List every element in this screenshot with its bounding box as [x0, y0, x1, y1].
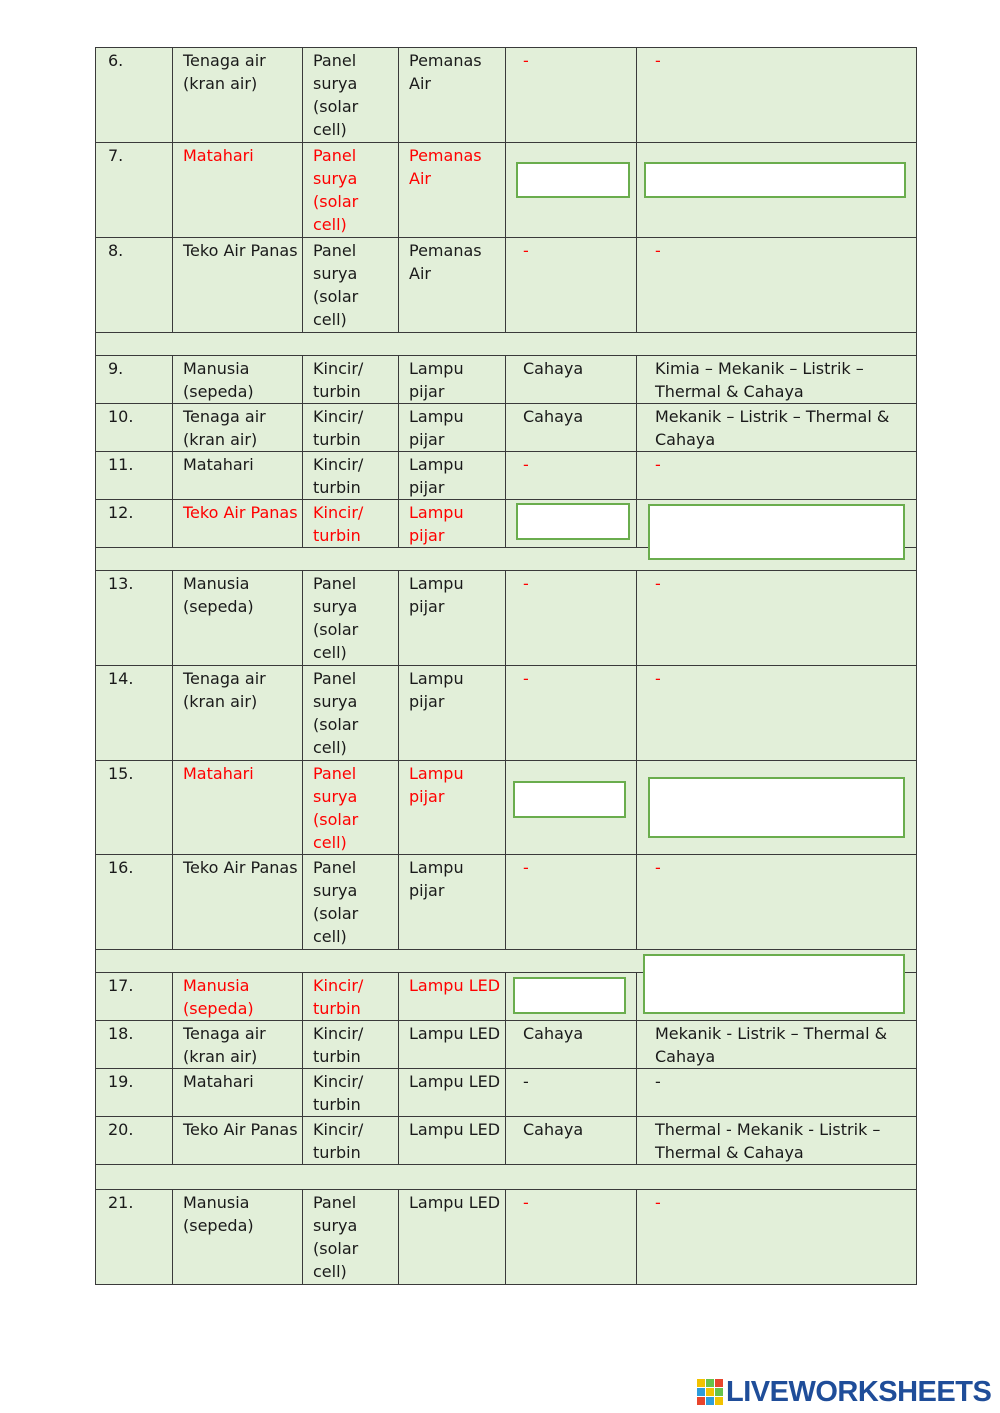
logo-text: LIVEWORKSHEETS [726, 1375, 992, 1408]
row-number: 19. [96, 1069, 173, 1117]
final-energy-cell: - [523, 858, 529, 877]
converter-cell: Panel surya (solar cell) [303, 1190, 399, 1285]
energy-chain-cell: Mekanik – Listrik – Thermal & Cahaya [637, 404, 917, 452]
output-device-cell: Lampu pijar [399, 666, 506, 761]
energy-source-cell: Tenaga air (kran air) [173, 1021, 303, 1069]
energy-chain-cell: - [655, 669, 661, 688]
row-number: 17. [96, 973, 173, 1021]
row-number: 15. [96, 761, 173, 855]
output-device-cell: Lampu LED [399, 1069, 506, 1117]
energy-source-cell: Matahari [173, 1069, 303, 1117]
converter-cell: Kincir/ turbin [303, 500, 399, 548]
spacer-row [96, 1165, 917, 1190]
converter-cell: Panel surya (solar cell) [303, 143, 399, 238]
worksheet-table [95, 47, 917, 1285]
converter-cell: Panel surya (solar cell) [303, 48, 399, 143]
energy-source-cell: Tenaga air (kran air) [173, 666, 303, 761]
answer-box-energy-15[interactable] [513, 781, 626, 818]
converter-cell: Panel surya (solar cell) [303, 238, 399, 333]
energy-source-cell: Matahari [173, 452, 303, 500]
row-number: 11. [96, 452, 173, 500]
output-device-cell: Lampu pijar [399, 452, 506, 500]
energy-source-cell: Teko Air Panas [173, 1117, 303, 1165]
energy-source-cell: Matahari [173, 761, 303, 855]
energy-source-cell: Teko Air Panas [173, 855, 303, 950]
output-device-cell: Lampu pijar [399, 855, 506, 950]
converter-cell: Kincir/ turbin [303, 973, 399, 1021]
converter-cell: Panel surya (solar cell) [303, 571, 399, 666]
output-device-cell: Lampu pijar [399, 404, 506, 452]
final-energy-cell: - [523, 669, 529, 688]
answer-box-chain-15[interactable] [648, 777, 905, 838]
answer-box-chain-7[interactable] [644, 162, 906, 198]
row-number: 9. [96, 356, 173, 404]
row-number: 20. [96, 1117, 173, 1165]
energy-source-cell: Manusia (sepeda) [173, 356, 303, 404]
row-number: 16. [96, 855, 173, 950]
table-row [96, 1021, 917, 1069]
output-device-cell: Lampu pijar [399, 571, 506, 666]
row-number: 14. [96, 666, 173, 761]
output-device-cell: Pemanas Air [399, 238, 506, 333]
energy-source-cell: Tenaga air (kran air) [173, 48, 303, 143]
row-number: 21. [96, 1190, 173, 1285]
answer-box-chain-17[interactable] [643, 954, 905, 1014]
output-device-cell: Lampu LED [399, 1190, 506, 1285]
energy-source-cell: Teko Air Panas [173, 500, 303, 548]
converter-cell: Kincir/ turbin [303, 1117, 399, 1165]
table-row [96, 1190, 917, 1285]
table-row [96, 571, 917, 666]
answer-box-energy-7[interactable] [516, 162, 630, 198]
energy-chain-cell: Thermal - Mekanik - Listrik – Thermal & Cahaya [637, 1117, 917, 1165]
final-energy-cell: - [523, 455, 529, 474]
converter-cell: Panel surya (solar cell) [303, 855, 399, 950]
energy-chain-cell: Kimia – Mekanik – Listrik – Thermal & Cahaya [637, 356, 917, 404]
table-row [96, 666, 917, 761]
energy-chain-cell: Mekanik - Listrik – Thermal & Cahaya [637, 1021, 917, 1069]
row-number: 7. [96, 143, 173, 238]
row-number: 10. [96, 404, 173, 452]
output-device-cell: Lampu LED [399, 1117, 506, 1165]
output-device-cell: Lampu pijar [399, 356, 506, 404]
converter-cell: Kincir/ turbin [303, 452, 399, 500]
output-device-cell: Pemanas Air [399, 143, 506, 238]
table-row [96, 404, 917, 452]
energy-source-cell: Matahari [173, 143, 303, 238]
energy-source-cell: Teko Air Panas [173, 238, 303, 333]
answer-box-energy-17[interactable] [513, 977, 626, 1014]
row-number: 12. [96, 500, 173, 548]
converter-cell: Kincir/ turbin [303, 404, 399, 452]
output-device-cell: Lampu pijar [399, 500, 506, 548]
converter-cell: Panel surya (solar cell) [303, 761, 399, 855]
energy-chain-cell: - [655, 1072, 661, 1091]
final-energy-cell: - [523, 1193, 529, 1212]
row-number: 8. [96, 238, 173, 333]
output-device-cell: Lampu LED [399, 973, 506, 1021]
output-device-cell: Lampu LED [399, 1021, 506, 1069]
table-row [96, 1117, 917, 1165]
output-device-cell: Pemanas Air [399, 48, 506, 143]
final-energy-cell: Cahaya [506, 1117, 637, 1165]
energy-chain-cell: - [655, 455, 661, 474]
final-energy-cell: - [523, 51, 529, 70]
liveworksheets-logo [697, 1377, 991, 1407]
final-energy-cell: Cahaya [506, 404, 637, 452]
energy-source-cell: Manusia (sepeda) [173, 973, 303, 1021]
output-device-cell: Lampu pijar [399, 761, 506, 855]
table-row [96, 48, 917, 143]
row-number: 6. [96, 48, 173, 143]
energy-source-cell: Tenaga air (kran air) [173, 404, 303, 452]
answer-box-chain-12[interactable] [648, 504, 905, 560]
answer-box-energy-12[interactable] [516, 503, 630, 540]
final-energy-cell: Cahaya [506, 356, 637, 404]
final-energy-cell: - [523, 1072, 529, 1091]
table-row [96, 356, 917, 404]
logo-grid-icon [697, 1379, 723, 1405]
energy-chain-cell: - [655, 1193, 661, 1212]
final-energy-cell: - [523, 574, 529, 593]
table-row [96, 1069, 917, 1117]
row-number: 13. [96, 571, 173, 666]
converter-cell: Kincir/ turbin [303, 1069, 399, 1117]
table-row [96, 238, 917, 333]
energy-source-cell: Manusia (sepeda) [173, 571, 303, 666]
table-row [96, 452, 917, 500]
converter-cell: Kincir/ turbin [303, 356, 399, 404]
converter-cell: Kincir/ turbin [303, 1021, 399, 1069]
energy-chain-cell: - [655, 51, 661, 70]
energy-chain-cell: - [655, 241, 661, 260]
table-row [96, 855, 917, 950]
energy-source-cell: Manusia (sepeda) [173, 1190, 303, 1285]
final-energy-cell: Cahaya [506, 1021, 637, 1069]
final-energy-cell: - [523, 241, 529, 260]
energy-chain-cell: - [655, 574, 661, 593]
converter-cell: Panel surya (solar cell) [303, 666, 399, 761]
energy-chain-cell: - [655, 858, 661, 877]
spacer-row [96, 333, 917, 356]
row-number: 18. [96, 1021, 173, 1069]
